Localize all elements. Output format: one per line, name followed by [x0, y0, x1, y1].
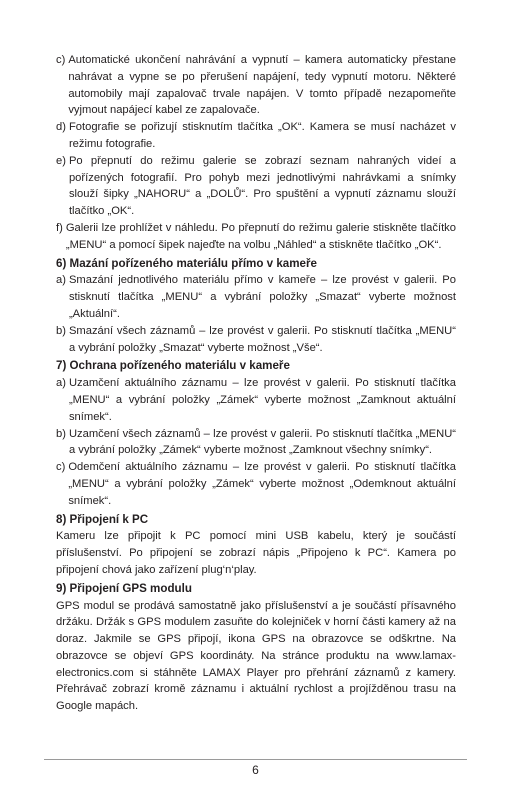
section-heading: 8) Připojení k PC [56, 512, 149, 526]
section-heading: 9) Připojení GPS modulu [56, 581, 192, 595]
list-item [56, 52, 456, 119]
list-text: Galerii lze prohlížet v náhledu. Po přepnutí do režimu galerie stiskněte tlačítko „MENU“ a pomocí šipek najeďte na volbu „Náhled“ a stiskněte tlačítko „OK“. [65, 221, 456, 251]
list-text: Po přepnutí do režimu galerie se zobrazí seznam nahraných videí a pořízených fotografií. Pro pohyb mezi jednotlivými nahrávkami a snímky slouží šipky „NAHORU“ a „DOLŮ“. Pro spuštění a vypnutí záznamu slouží tlačítko „OK“. [68, 154, 456, 218]
list-item [56, 459, 456, 509]
list-text: Smazání všech záznamů – lze provést v galerii. Po stisknutí tlačítka „MENU“ a vybrání položky „Smazat“ vyberte možnost „Vše“. [68, 324, 456, 354]
list-item [56, 119, 456, 153]
list-item [56, 323, 456, 357]
paragraph: Kameru lze připojit k PC pomocí mini USB kabelu, který je součástí příslušenství. Po připojení se zobrazí nápis „Připojeno k PC“. Kamera po připojení chová jako zařízení plug‘n‘play. [56, 530, 456, 576]
list-item [56, 153, 456, 220]
footer-divider [44, 759, 467, 760]
list-item [56, 220, 456, 254]
list-label: a) [56, 377, 66, 390]
list-item [56, 426, 456, 460]
list-label: f) [56, 221, 63, 234]
list-label: c) [56, 461, 66, 474]
list-text: Smazání jednotlivého materiálu přímo v kameře – lze provést v galerii. Po stisknutí tlačítka „MENU“ a vybrání položky „Smazat“ vyberte možnost „Aktuální“. [68, 274, 456, 320]
list-label: c) [56, 54, 66, 66]
list-text: Uzamčení všech záznamů – lze provést v galerii. Po stisknutí tlačítka „MENU“ a vybrání položky „Zámek“ vyberte možnost „Zamknout všechny snímky“. [68, 427, 456, 457]
list-text: Fotografie se pořizují stisknutím tlačítka „OK“. Kamera se musí nacházet v režimu fotografie. [68, 121, 456, 150]
section-heading: 7) Ochrana pořízeného materiálu v kameře [56, 359, 290, 373]
page-number: 6 [252, 763, 259, 777]
document-body [56, 52, 456, 715]
list-label: e) [56, 154, 66, 167]
list-label: b) [56, 324, 66, 337]
list-item [56, 375, 456, 425]
list-label: d) [56, 121, 66, 134]
list-text: Uzamčení aktuálního záznamu – lze provést v galerii. Po stisknutí tlačítka „MENU“ a vybrání položky „Zámek“ vyberte možnost „Zamknout aktuální snímek“. [68, 377, 456, 423]
list-label: b) [56, 427, 66, 440]
list-label: a) [56, 274, 66, 287]
list-item [56, 272, 456, 322]
paragraph: GPS modul se prodává samostatně jako příslušenství a je součástí přísavného držáku. Držák s GPS modulem zasuňte do kolejniček v horní části kamery až na doraz. Jakmile se GPS připojí, ikona GPS na obrazovce se odškrtne. Na obrazovce se objeví GPS koordináty. Na stránce produktu na www.lamax-electronics.com si stáhněte LAMAX Player pro přehrání záznamů z kamery. Přehrávač zobrazí kromě záznamu i aktuální rychlost a projížděnou trasu na Google mapách. [56, 599, 456, 713]
list-text: Odemčení aktuálního záznamu – lze provést v galerii. Po stisknutí tlačítka „MENU“ a vybrání položky „Zámek“ vyberte možnost „Odemknout aktuální snímek“. [68, 461, 456, 507]
section-heading: 6) Mazání pořízeného materiálu přímo v kameře [56, 256, 317, 270]
list-text: Automatické ukončení nahrávání a vypnutí – kamera automaticky přestane nahrávat a vypne se po přerušení napájení, tedy vypnutí motoru. Některé automobily mají zapalovač trvale napájen. V tomto případě nezapomeňte vyjmout napájecí kabel ze zapalovače. [68, 54, 456, 117]
